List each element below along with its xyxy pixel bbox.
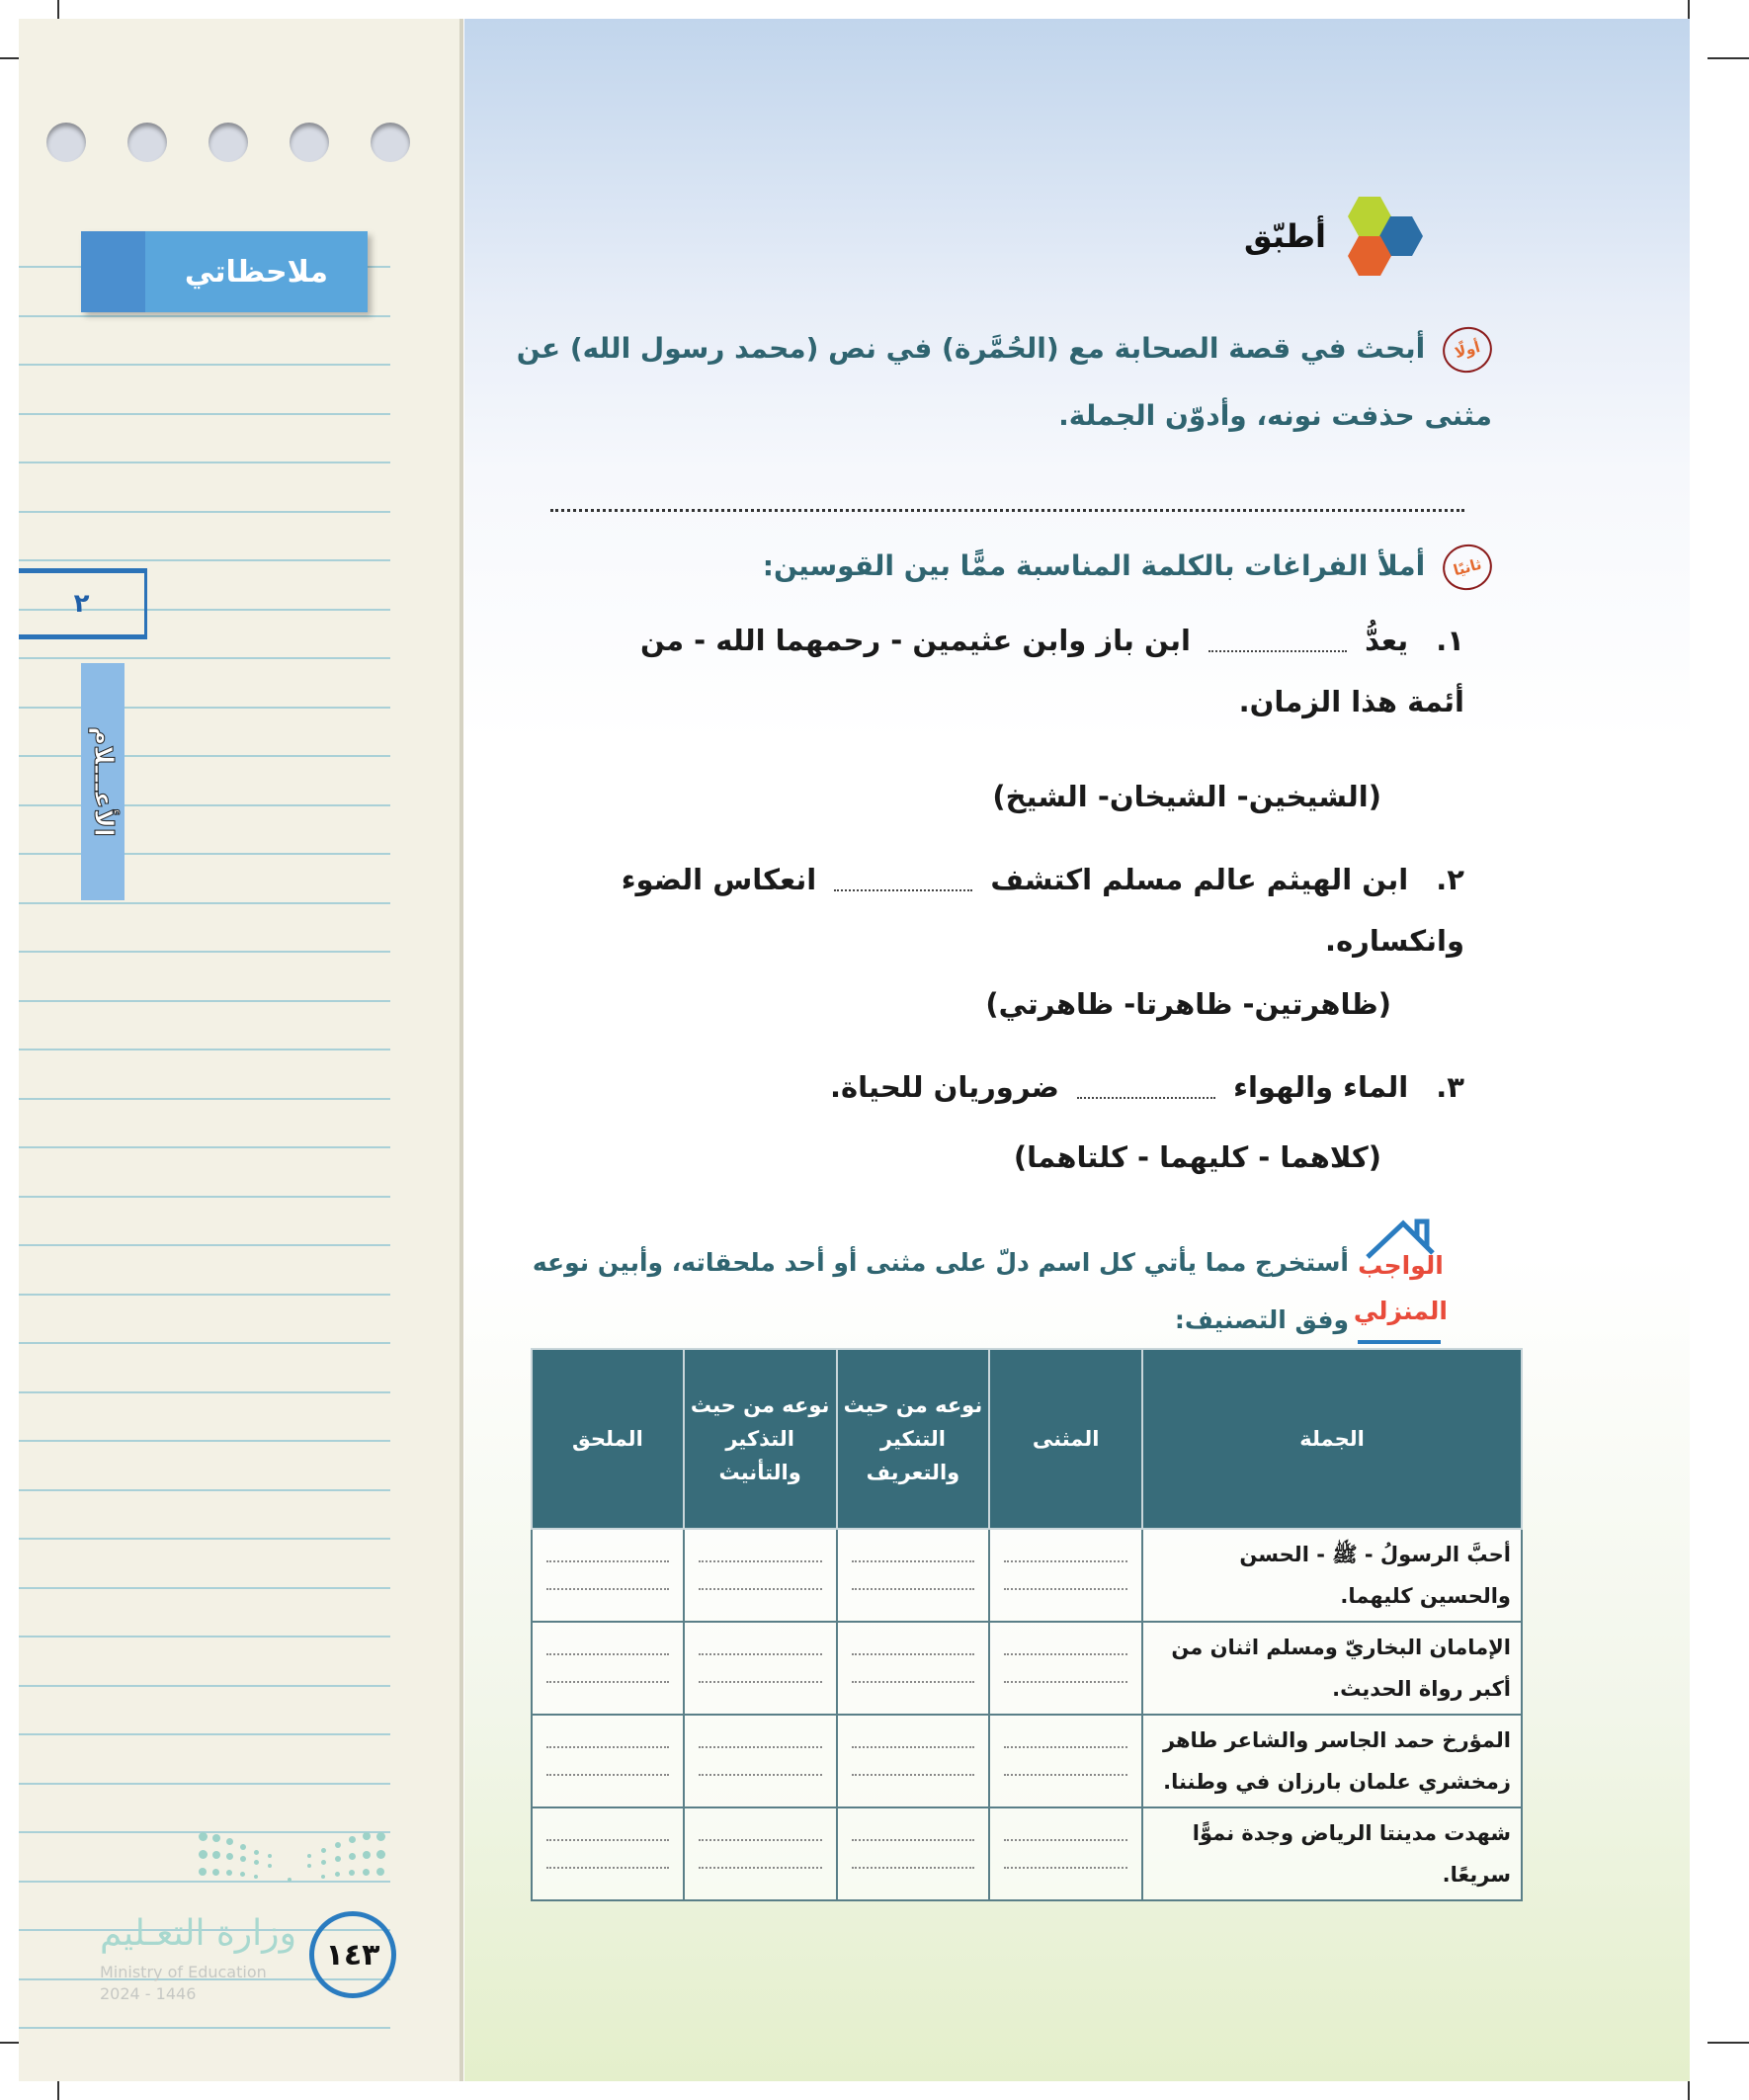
homework-underline xyxy=(1358,1340,1441,1344)
answer-cell[interactable] xyxy=(684,1715,837,1807)
answer-cell[interactable] xyxy=(989,1622,1142,1715)
item-number: ٢. xyxy=(1436,863,1464,896)
logo-dot xyxy=(226,1838,233,1845)
answer-cell[interactable] xyxy=(989,1715,1142,1807)
badge-second: ثانيًا xyxy=(1438,539,1497,595)
binder-hole xyxy=(208,123,248,162)
notes-panel xyxy=(19,19,463,2081)
logo-dot xyxy=(349,1836,356,1843)
binder-hole xyxy=(290,123,329,162)
unit-number-box xyxy=(19,568,147,639)
binder-hole xyxy=(371,123,410,162)
item-text-after: ابن باز وابن عثيمين - رحمهما الله - من أئمة هذا الزمان. xyxy=(640,624,1464,718)
homework-label-line2: المنزلي xyxy=(1353,1297,1448,1325)
ruled-line xyxy=(19,1587,390,1589)
header-dual: المثنى xyxy=(989,1349,1142,1529)
answer-cell[interactable] xyxy=(684,1807,837,1900)
ruled-line xyxy=(19,2027,390,2029)
answer-cell[interactable] xyxy=(989,1529,1142,1622)
logo-dot xyxy=(363,1869,370,1876)
badge-first: أولًا xyxy=(1438,321,1497,378)
ruled-line xyxy=(19,1391,390,1393)
ruled-line xyxy=(19,1440,390,1442)
ruled-line xyxy=(19,1538,390,1540)
ruled-line xyxy=(19,1000,390,1002)
header-definiteness: نوعه من حيث التنكير والتعريف xyxy=(837,1349,990,1529)
unit-name-tape xyxy=(81,663,125,900)
ruled-line xyxy=(19,1196,390,1198)
binder-hole xyxy=(46,123,86,162)
homework-label xyxy=(1354,1218,1448,1346)
ruled-line xyxy=(19,853,390,855)
logo-dot xyxy=(212,1851,220,1859)
classification-table xyxy=(531,1348,1523,1901)
item-number: ١. xyxy=(1436,624,1464,657)
page-number-badge xyxy=(309,1911,396,1998)
logo-dot xyxy=(376,1868,384,1876)
item-text-before: الماء والهواء xyxy=(1233,1070,1409,1104)
ruled-line xyxy=(19,755,390,757)
table-header-row xyxy=(532,1349,1522,1529)
item-text-after: ضروريان للحياة. xyxy=(830,1070,1059,1104)
logo-dot xyxy=(349,1853,356,1860)
logo-dot xyxy=(363,1851,371,1859)
ruled-line xyxy=(19,1783,390,1785)
logo-dot xyxy=(199,1868,207,1876)
ruled-line xyxy=(19,1636,390,1638)
header-sentence: الجملة xyxy=(1142,1349,1522,1529)
table-row xyxy=(532,1529,1522,1622)
ruled-line xyxy=(19,462,390,463)
ruled-line xyxy=(19,1881,390,1883)
ruled-line xyxy=(19,1342,390,1344)
logo-dot xyxy=(288,1878,292,1882)
ruled-line xyxy=(19,364,390,366)
ruled-line xyxy=(19,1733,390,1735)
ruled-line xyxy=(19,1244,390,1246)
logo-dot xyxy=(240,1856,246,1862)
answer-cell[interactable] xyxy=(989,1807,1142,1900)
page-number: ١٤٣ xyxy=(325,1937,380,1973)
answer-cell[interactable] xyxy=(837,1622,990,1715)
blank-field[interactable] xyxy=(834,872,972,891)
question-1 xyxy=(484,315,1492,450)
answer-cell[interactable] xyxy=(532,1715,684,1807)
logo-dot xyxy=(376,1832,385,1841)
item-text-after: انعكاس الضوء وانكساره. xyxy=(621,863,1464,958)
table-row xyxy=(532,1622,1522,1715)
unit-name: الأعـــلام xyxy=(88,726,118,837)
logo-dot xyxy=(321,1860,326,1865)
logo-dot xyxy=(363,1832,371,1840)
answer-cell[interactable] xyxy=(837,1715,990,1807)
sentence-cell: أحبَّ الرسولُ - ﷺ - الحسن والحسين كليهما. xyxy=(1142,1529,1522,1622)
ruled-line xyxy=(19,1685,390,1687)
logo-dot xyxy=(349,1870,355,1876)
answer-line[interactable] xyxy=(550,509,1464,512)
ministry-name-ar: وزارة التعـليم xyxy=(100,1913,296,1954)
logo-dot xyxy=(199,1832,208,1841)
table-row xyxy=(532,1715,1522,1807)
logo-dot xyxy=(226,1870,232,1876)
ruled-line xyxy=(19,1146,390,1148)
logo-dot xyxy=(199,1850,208,1859)
question-2-prompt: أملأ الفراغات بالكلمة المناسبة ممًّا بين القوسين: xyxy=(762,549,1426,582)
logo-dot xyxy=(254,1875,258,1879)
ruled-line xyxy=(19,1489,390,1491)
blank-field[interactable] xyxy=(1077,1079,1215,1099)
logo-dot xyxy=(335,1856,341,1862)
item-choices: (الشيخين- الشيخان- الشيخ) xyxy=(992,780,1381,813)
answer-cell[interactable] xyxy=(837,1807,990,1900)
ruled-line xyxy=(19,1098,390,1100)
ruled-line xyxy=(19,511,390,513)
item-text-before: يعدُّ xyxy=(1365,624,1409,657)
section-title: أطبّق xyxy=(1243,217,1326,255)
logo-dot xyxy=(268,1854,272,1858)
logo-dot xyxy=(376,1850,385,1859)
answer-cell[interactable] xyxy=(684,1622,837,1715)
item-choices: (كلاهما - كليهما - كلتاهما) xyxy=(1013,1140,1381,1174)
item-number: ٣. xyxy=(1436,1070,1464,1104)
notes-title-tab xyxy=(81,231,368,312)
logo-dot xyxy=(212,1869,219,1876)
logo-dot xyxy=(240,1844,246,1850)
binder-hole xyxy=(127,123,167,162)
item-text-before: ابن الهيثم عالم مسلم اكتشف xyxy=(990,863,1409,896)
question-2 xyxy=(484,533,1492,600)
homework-label-line1: الواجب xyxy=(1358,1251,1444,1280)
ruled-line xyxy=(19,559,390,561)
fill-item xyxy=(575,849,1464,971)
unit-number: ٢ xyxy=(73,589,90,619)
logo-dot xyxy=(307,1854,311,1858)
ruled-line xyxy=(19,707,390,709)
logo-dot xyxy=(335,1872,340,1877)
table-row xyxy=(532,1807,1522,1900)
section-header xyxy=(1244,197,1423,276)
logo-dot xyxy=(335,1842,341,1848)
fill-item xyxy=(575,1056,1464,1118)
ruled-line xyxy=(19,315,390,317)
sentence-cell: شهدت مدينتا الرياض وجدة نموًّا سريعًا. xyxy=(1142,1807,1522,1900)
answer-cell[interactable] xyxy=(532,1529,684,1622)
answer-cell[interactable] xyxy=(684,1529,837,1622)
logo-dot xyxy=(240,1872,245,1877)
ruled-line xyxy=(19,1294,390,1296)
sentence-cell: المؤرخ حمد الجاسر والشاعر طاهر زمخشري علمان بارزان في وطننا. xyxy=(1142,1715,1522,1807)
ruled-line xyxy=(19,804,390,806)
edition-year: 2024 - 1446 xyxy=(100,1984,197,2003)
fill-item xyxy=(575,610,1464,732)
header-gender: نوعه من حيث التذكير والتأنيث xyxy=(684,1349,837,1529)
logo-dot xyxy=(321,1875,325,1879)
question-1-prompt: أبحث في قصة الصحابة مع (الحُمَّرة) في نص (محمد رسول الله) عن مثنى حذفت نونه، وأدوّن الجملة. xyxy=(516,332,1492,432)
notes-title: ملاحظاتي xyxy=(184,254,328,290)
logo-dot xyxy=(212,1834,220,1842)
logo-dot xyxy=(254,1850,259,1855)
ruled-line xyxy=(19,413,390,415)
answer-cell[interactable] xyxy=(837,1529,990,1622)
answer-cell[interactable] xyxy=(532,1622,684,1715)
answer-cell[interactable] xyxy=(532,1807,684,1900)
homework-prompt: أستخرج مما يأتي كل اسم دلّ على مثنى أو أحد ملحقاته، وأبين نوعه وفق التصنيف: xyxy=(532,1248,1349,1334)
ruled-line xyxy=(19,902,390,904)
ruled-line xyxy=(19,1049,390,1050)
blank-field[interactable] xyxy=(1208,632,1347,652)
ruled-line xyxy=(19,951,390,953)
logo-dot xyxy=(226,1853,233,1860)
logo-dot xyxy=(321,1848,326,1853)
ruled-line xyxy=(19,657,390,659)
crop-mark xyxy=(1707,2042,1749,2044)
hexagon-cluster-icon xyxy=(1340,197,1423,276)
crop-mark xyxy=(1707,57,1749,59)
header-attached: الملحق xyxy=(532,1349,684,1529)
logo-dot xyxy=(254,1860,259,1865)
sentence-cell: الإمامان البخاريّ ومسلم اثنان من أكبر رواة الحديث. xyxy=(1142,1622,1522,1715)
logo-dot xyxy=(307,1864,311,1868)
ministry-name-en: Ministry of Education xyxy=(100,1963,267,1981)
item-choices: (ظاهرتين- ظاهرتا- ظاهرتي) xyxy=(985,987,1391,1021)
logo-dot xyxy=(268,1864,272,1868)
